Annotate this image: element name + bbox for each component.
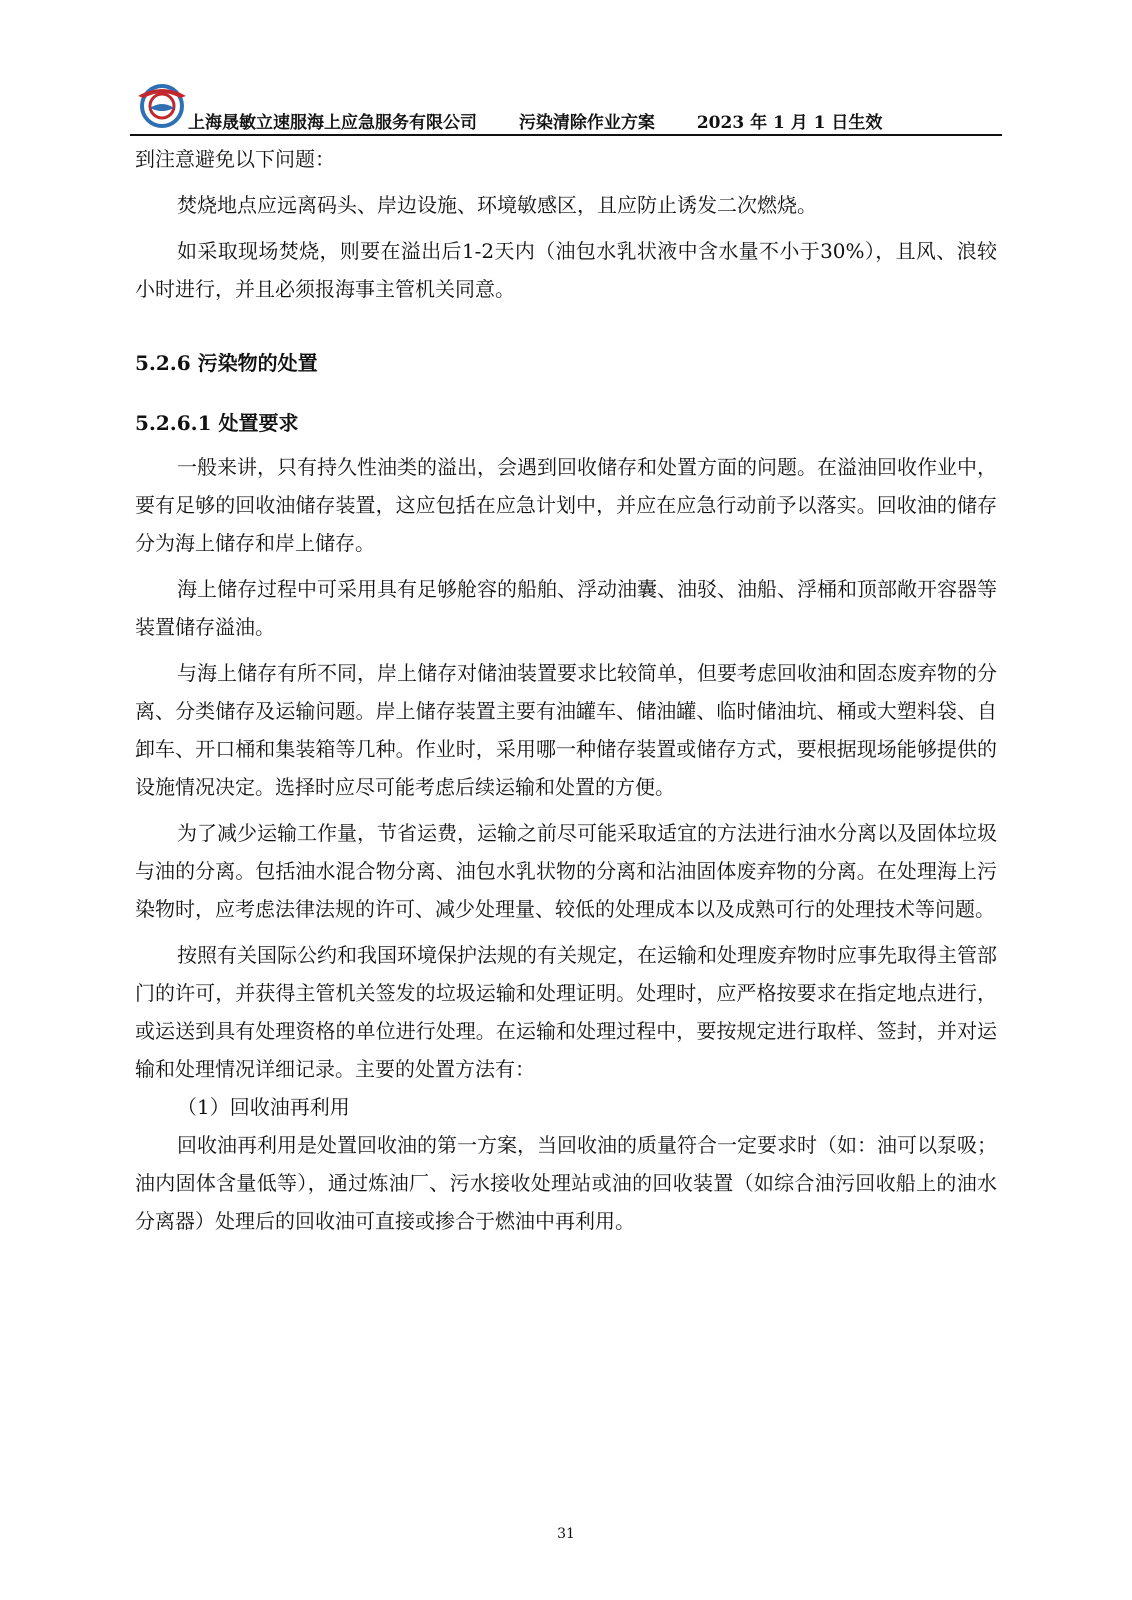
paragraph: 为了减少运输工作量，节省运费，运输之前尽可能采取适宜的方法进行油水分离以及固体垃圾与油的分离。包括油水混合物分离、油包水乳状物的分离和沾油固体废弃物的分离。在处理海上污染物时，应考虑法律法规的许可、减少处理量、较低的处理成本以及成熟可行的处理技术等问题。 <box>135 821 997 921</box>
paragraph: 与海上储存有所不同，岸上储存对储油装置要求比较简单，但要考虑回收油和固态废弃物的分离、分类储存及运输问题。岸上储存装置主要有油罐车、储油罐、临时储油坑、桶或大塑料袋、自卸车、开口桶和集装箱等几种。作业时，采用哪一种储存装置或储存方式，要根据现场能够提供的设施情况决定。选择时应尽可能考虑后续运输和处置的方便。 <box>135 661 997 799</box>
company-logo-icon <box>136 78 188 130</box>
paragraph: 焚烧地点应远离码头、岸边设施、环境敏感区，且应防止诱发二次燃烧。 <box>177 193 817 217</box>
header-doc-title: 污染清除作业方案 <box>518 113 655 133</box>
paragraph: 回收油再利用是处置回收油的第一方案，当回收油的质量符合一定要求时（如：油可以泵吸；油内固体含量低等），通过炼油厂、污水接收处理站或油的回收装置（如综合油污回收船上的油水分离器）处理后的回收油可直接或掺合于燃油中再利用。 <box>135 1133 997 1233</box>
paragraph: 一般来讲，只有持久性油类的溢出，会遇到回收储存和处置方面的问题。在溢油回收作业中，要有足够的回收油储存装置，这应包括在应急计划中，并应在应急行动前予以落实。回收油的储存分为海上储存和岸上储存。 <box>135 455 997 555</box>
page-header <box>130 72 1002 134</box>
page-body <box>135 140 997 1240</box>
paragraph: 按照有关国际公约和我国环境保护法规的有关规定，在运输和处理废弃物时应事先取得主管部门的许可，并获得主管机关签发的垃圾运输和处理证明。处理时，应严格按要求在指定地点进行，或运送到具有处理资格的单位进行处理。在运输和处理过程中，要按规定进行取样、签封，并对运输和处理情况详细记录。主要的处置方法有： <box>135 943 997 1081</box>
header-text <box>188 108 918 133</box>
paragraph: 到注意避免以下问题： <box>135 147 335 171</box>
paragraph: 如采取现场焚烧，则要在溢出后1-2天内（油包水乳状液中含水量不小于30%），且风、浪较小时进行，并且必须报海事主管机关同意。 <box>135 239 997 301</box>
list-item-heading: （1）回收油再利用 <box>177 1095 350 1119</box>
header-rule <box>130 134 1002 136</box>
subsection-heading: 5.2.6.1 处置要求 <box>135 411 299 435</box>
page-number: 31 <box>557 1526 575 1542</box>
section-heading: 5.2.6 污染物的处置 <box>135 351 318 375</box>
header-effective-date: 2023 年 1 月 1 日生效 <box>696 113 883 133</box>
header-company: 上海晟敏立速服海上应急服务有限公司 <box>188 113 477 133</box>
paragraph: 海上储存过程中可采用具有足够舱容的船舶、浮动油囊、油驳、油船、浮桶和顶部敞开容器等装置储存溢油。 <box>135 577 997 639</box>
